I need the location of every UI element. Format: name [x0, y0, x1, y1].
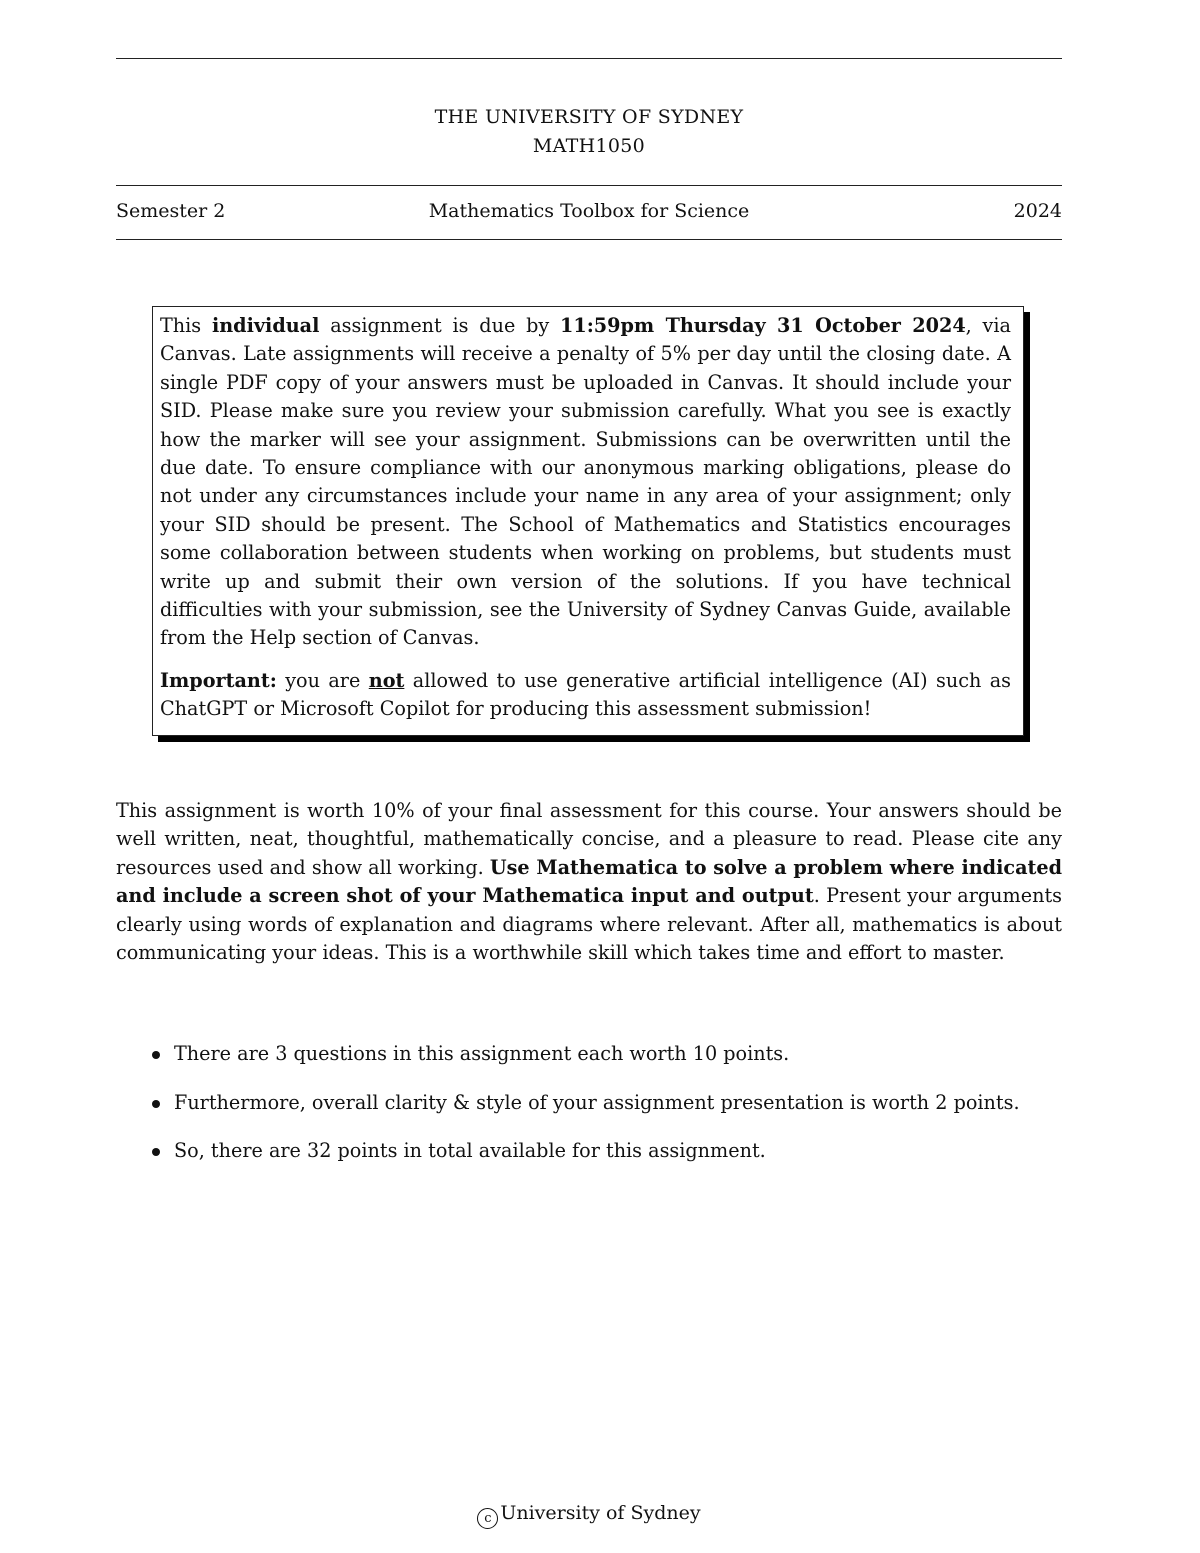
- ai-policy-notice: Important: you are not allowed to use generative artificial intelligence (AI) such as ChatGPT or Microsoft Copilot for producing this assessment submission!: [160, 668, 1012, 721]
- course-title: Mathematics Toolbox for Science: [428, 200, 750, 222]
- points-list: [150, 1040, 1050, 1186]
- copyright-icon: c: [477, 1508, 498, 1529]
- list-item: Furthermore, overall clarity & style of your assignment presentation is worth 2 points.: [150, 1089, 1050, 1117]
- intro-paragraph: This assignment is worth 10% of your final assessment for this course. Your answers should be well written, neat, thoughtful, mathematically concise, and a pleasure to read. Please cite any resources used and show all working. Use Mathematica to solve a problem where indicated and include a screen shot of your Mathematica input and output. Present your arguments clearly using words of explanation and diagrams where relevant. After all, mathematics is about communicating your ideas. This is a worthwhile skill which takes time and effort to master.: [116, 799, 1062, 965]
- not-emphasis: not: [368, 668, 405, 692]
- university-name: THE UNIVERSITY OF SYDNEY: [434, 106, 744, 128]
- important-label: Important:: [160, 668, 277, 692]
- list-item: So, there are 32 points in total available for this assignment.: [150, 1137, 1050, 1165]
- submission-notice-box: [152, 306, 1024, 736]
- submission-instructions: This individual assignment is due by 11:59pm Thursday 31 October 2024, via Canvas. Late assignments will receive a penalty of 5% per day until the closing date. A single PDF copy of your answers must be uploaded in Canvas. It should include your SID. Please make sure you review your submission carefully. What you see is exactly how the marker will see your assignment. Submissions can be overwritten until the due date. To ensure compliance with our anonymous marking obligations, please do not under any circumstances include your name in any area of your assignment; only your SID should be present. The School of Mathematics and Statistics encourages some collaboration between students when working on problems, but students must write up and submit their own version of the solutions. If you have technical difficulties with your submission, see the University of Sydney Canvas Guide, available from the Help section of Canvas.: [160, 314, 1011, 650]
- due-date: 11:59pm Thursday 31 October 2024: [560, 314, 966, 337]
- header-rule-top: [116, 185, 1062, 186]
- top-rule: [116, 58, 1062, 59]
- individual-emphasis: individual: [211, 314, 320, 337]
- footer-text: University of Sydney: [500, 1502, 701, 1524]
- list-item: There are 3 questions in this assignment each worth 10 points.: [150, 1040, 1050, 1068]
- unit-code: MATH1050: [532, 135, 646, 157]
- header-rule-bottom: [116, 239, 1062, 240]
- mathematica-instruction: Use Mathematica to solve a problem where indicated and include a screen shot of your Mathematica input and output: [116, 855, 1062, 908]
- copyright-footer: [116, 1502, 1062, 1529]
- assignment-intro: [116, 797, 1062, 967]
- semester-label: Semester 2: [116, 200, 226, 222]
- year-label: 2024: [1013, 200, 1062, 222]
